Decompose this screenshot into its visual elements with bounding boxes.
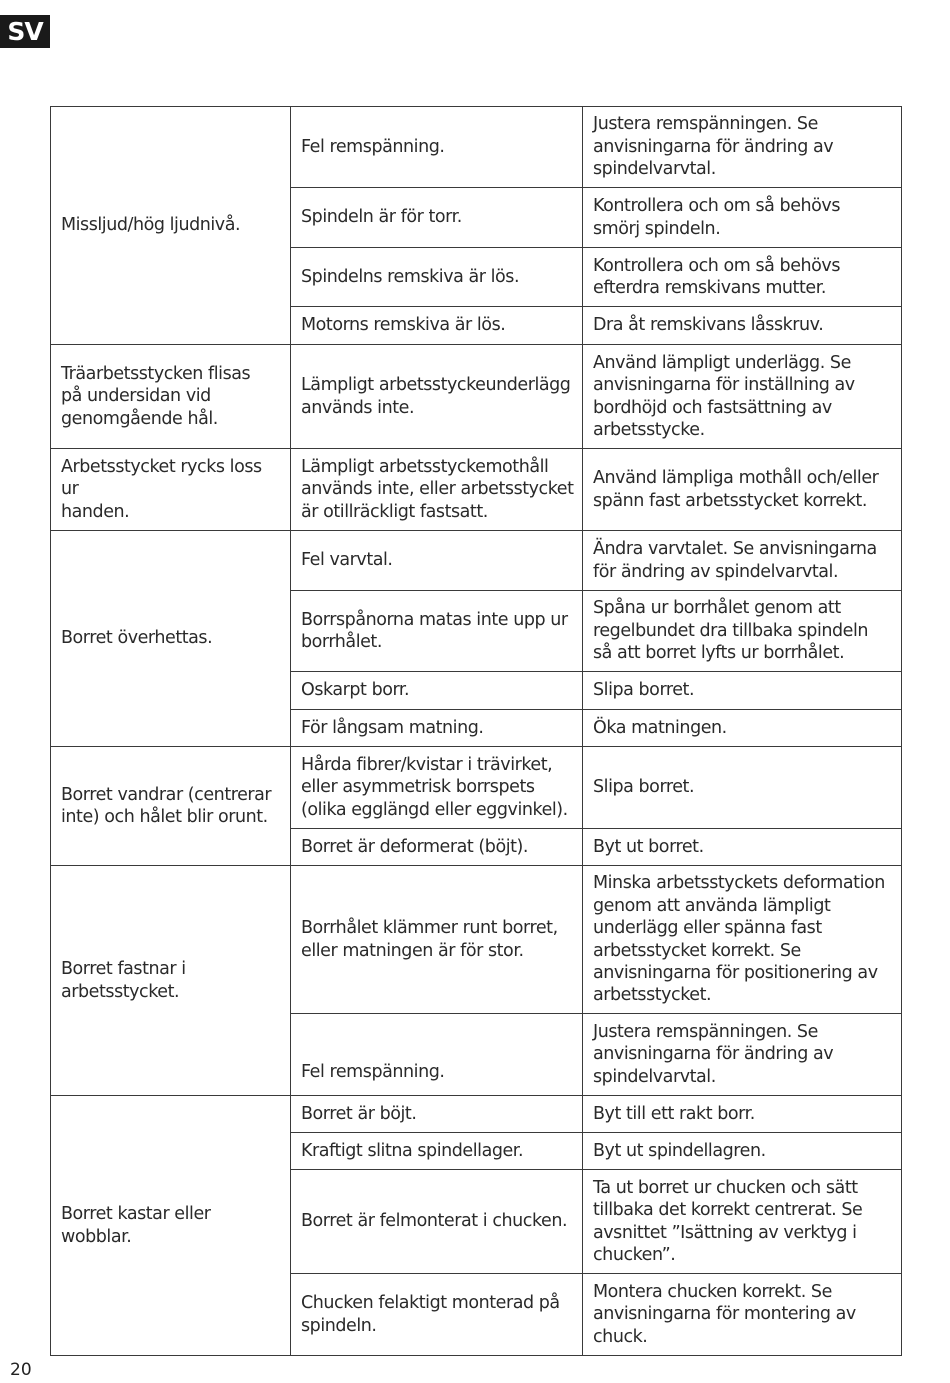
table-row [51, 345, 902, 449]
cause-cell: Fel varvtal. [291, 531, 583, 591]
table-row [51, 1096, 902, 1133]
remedy-cell: Minska arbetsstyckets deformation genom att använda lämpligt underlägg eller spänna fast arbetsstycket korrekt. Se anvisningarna för positionering av arbetsstycket. [583, 866, 902, 1014]
cause-cell: Kraftigt slitna spindellager. [291, 1133, 583, 1170]
problem-cell: Missljud/hög ljudnivå. [51, 107, 291, 345]
table-row [51, 449, 902, 531]
remedy-cell: Slipa borret. [583, 672, 902, 710]
cause-cell: Fel remspänning. [291, 1014, 583, 1096]
remedy-cell: Ändra varvtalet. Se anvisningarna för ändring av spindelvarvtal. [583, 531, 902, 591]
problem-cell: Borret kastar eller wobblar. [51, 1096, 291, 1356]
page-number: 20 [10, 1360, 32, 1380]
remedy-cell: Använd lämpliga mothåll och/eller spänn fast arbetsstycket korrekt. [583, 449, 902, 531]
cause-cell: Spindelns remskiva är lös. [291, 248, 583, 307]
cause-cell: Borrspånorna matas inte upp ur borrhålet. [291, 591, 583, 672]
remedy-cell: Byt ut spindellagren. [583, 1133, 902, 1170]
cause-cell: Chucken felaktigt monterad på spindeln. [291, 1274, 583, 1356]
table-row [51, 866, 902, 1014]
cause-cell: Oskarpt borr. [291, 672, 583, 710]
table-row [51, 531, 902, 591]
cause-cell: Hårda fibrer/kvistar i trävirket, eller asymmetrisk borrspets (olika egglängd eller eggvinkel). [291, 747, 583, 829]
language-badge: SV [0, 15, 50, 48]
table-row [51, 747, 902, 829]
remedy-cell: Montera chucken korrekt. Se anvisningarna för montering av chuck. [583, 1274, 902, 1356]
remedy-cell: Justera remspänningen. Se anvisningarna för ändring av spindelvarvtal. [583, 1014, 902, 1096]
cause-cell: Lämpligt arbetsstyckemothåll används inte, eller arbetsstycket är otillräckligt fastsatt. [291, 449, 583, 531]
cause-cell: Lämpligt arbetsstyckeunderlägg används inte. [291, 345, 583, 449]
remedy-cell: Kontrollera och om så behövs efterdra remskivans mutter. [583, 248, 902, 307]
cause-cell: För långsam matning. [291, 710, 583, 747]
problem-cell: Borret fastnar i arbetsstycket. [51, 866, 291, 1096]
cause-cell: Borret är felmonterat i chucken. [291, 1170, 583, 1274]
cause-cell: Fel remspänning. [291, 107, 583, 188]
remedy-cell: Byt till ett rakt borr. [583, 1096, 902, 1133]
remedy-cell: Justera remspänningen. Se anvisningarna för ändring av spindelvarvtal. [583, 107, 902, 188]
cause-cell: Spindeln är för torr. [291, 188, 583, 248]
remedy-cell: Byt ut borret. [583, 829, 902, 866]
problem-cell: Arbetsstycket rycks loss ur handen. [51, 449, 291, 531]
problem-cell: Träarbetsstycken flisas på undersidan vid genomgående hål. [51, 345, 291, 449]
remedy-cell: Slipa borret. [583, 747, 902, 829]
remedy-cell: Använd lämpligt underlägg. Se anvisningarna för inställning av bordhöjd och fastsättning av arbetsstycke. [583, 345, 902, 449]
remedy-cell: Öka matningen. [583, 710, 902, 747]
remedy-cell: Spåna ur borrhålet genom att regelbundet dra tillbaka spindeln så att borret lyfts ur borrhålet. [583, 591, 902, 672]
remedy-cell: Dra åt remskivans låsskruv. [583, 307, 902, 345]
problem-cell: Borret vandrar (centrerar inte) och hålet blir orunt. [51, 747, 291, 866]
problem-cell: Borret överhettas. [51, 531, 291, 747]
cause-cell: Motorns remskiva är lös. [291, 307, 583, 345]
cause-cell: Borrhålet klämmer runt borret, eller matningen är för stor. [291, 866, 583, 1014]
table-row [51, 107, 902, 188]
remedy-cell: Ta ut borret ur chucken och sätt tillbaka det korrekt centrerat. Se avsnittet ”Isättning av verktyg i chucken”. [583, 1170, 902, 1274]
cause-cell: Borret är deformerat (böjt). [291, 829, 583, 866]
cause-cell: Borret är böjt. [291, 1096, 583, 1133]
troubleshooting-table [50, 106, 902, 1356]
remedy-cell: Kontrollera och om så behövs smörj spindeln. [583, 188, 902, 248]
